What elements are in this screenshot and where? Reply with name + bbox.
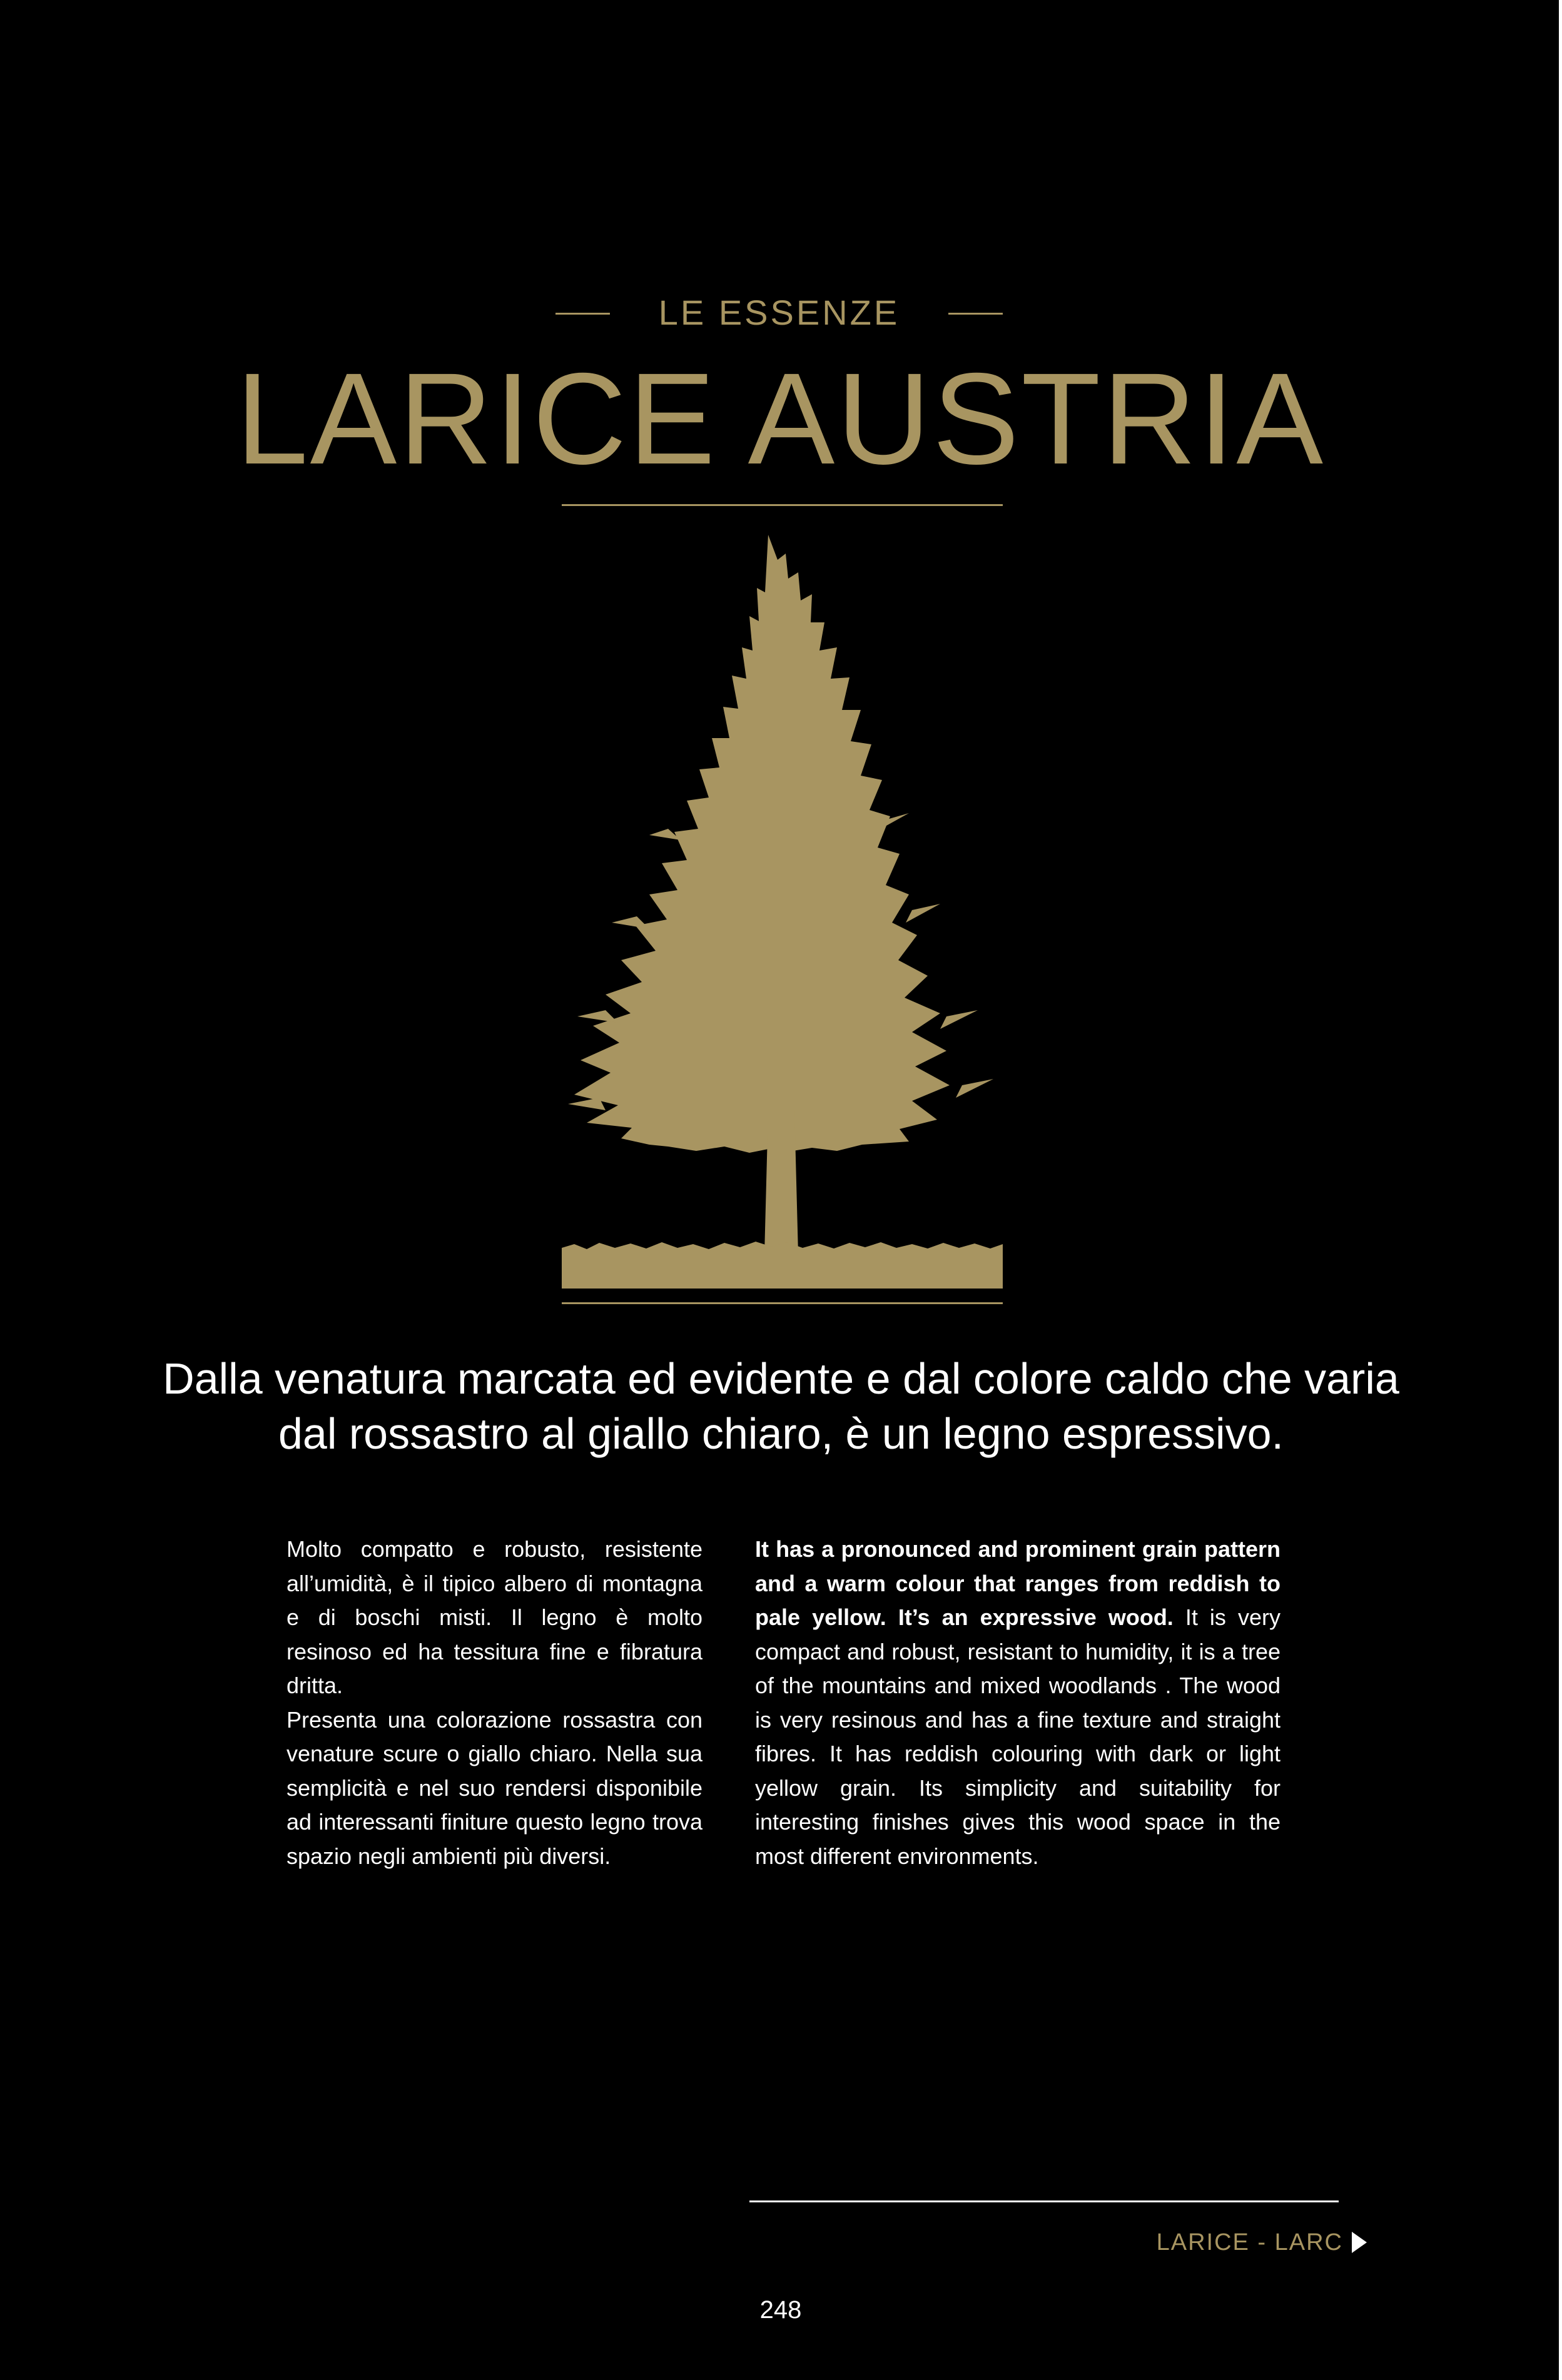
page-title: LARICE AUSTRIA <box>235 347 1326 492</box>
larch-tree-icon <box>562 535 1003 1289</box>
kicker-text: LE ESSENZE <box>658 293 900 332</box>
title-divider <box>562 504 1003 506</box>
tagline-line-2: dal rossastro al giallo chiaro, è un legno espressivo. <box>278 1409 1284 1458</box>
english-paragraph <box>755 1532 1281 1873</box>
italian-paragraph-1: Molto compatto e robusto, resistente all’umidità, è il tipico albero di montagna e di boschi misti. Il legno è molto resinoso ed ha tessitura fine e fibratura dritta. <box>287 1536 702 1698</box>
italian-paragraph-2: Presenta una colorazione rossastra con venature scure o giallo chiaro. Nella sua semplicità e nel suo rendersi disponibile ad interessanti finiture questo legno trova spazio negli ambienti più diversi. <box>287 1706 702 1869</box>
next-section-label: LARICE - LARC <box>1156 2229 1343 2256</box>
english-body-text: It is very compact and robust, resistant to humidity, it is a tree of the mountains and mixed woodlands . The wood is very resinous and has a fine texture and straight fibres. It has reddish colouring with dark or light yellow grain. Its simplicity and suitability for interesting finishes gives this wood space in the most different environments. <box>755 1604 1281 1869</box>
illustration-divider <box>562 1302 1003 1304</box>
footer-divider <box>749 2200 1339 2202</box>
tagline-line-1: Dalla venatura marcata ed evidente e dal colore caldo che varia <box>163 1354 1399 1403</box>
play-arrow-icon <box>1352 2232 1367 2253</box>
page-edge <box>1559 0 1562 2380</box>
section-kicker <box>555 291 1003 335</box>
english-description <box>755 1532 1281 1873</box>
kicker-rule-right <box>948 313 1003 315</box>
next-section-link[interactable] <box>1157 2227 1367 2258</box>
tagline <box>94 1351 1468 1461</box>
page-number: 248 <box>759 2296 802 2324</box>
italian-description <box>287 1532 702 1873</box>
kicker-rule-left <box>555 313 610 315</box>
english-bold-intro: It has a pronounced and prominent grain pattern and a warm colour that ranges from reddish to pale yellow. It’s an expressive wood. <box>755 1536 1281 1630</box>
